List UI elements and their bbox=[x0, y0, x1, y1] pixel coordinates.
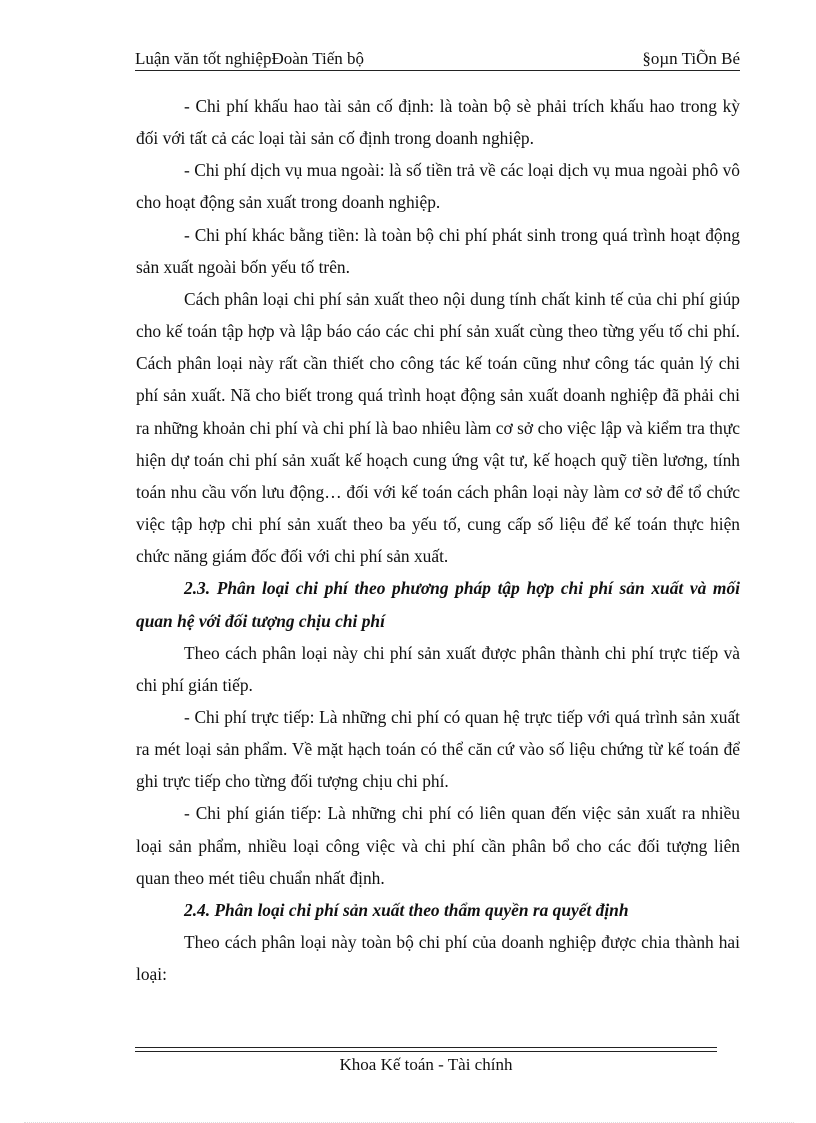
footer-rule-top bbox=[135, 1047, 717, 1048]
paragraph-direct-indirect-intro: Theo cách phân loại này chi phí sản xuất được phân thành chi phí trực tiếp và chi phí gián tiếp. bbox=[136, 642, 740, 695]
page-header bbox=[135, 48, 740, 70]
paragraph-outsourced-service-cost: - Chi phí dịch vụ mua ngoài: là số tiền trả về các loại dịch vụ mua ngoài phô vô cho hoạt động sản xuất trong doanh nghiệp. bbox=[136, 160, 740, 213]
paragraph-other-cash-cost: - Chi phí khác bằng tiền: là toàn bộ chi phí phát sinh trong quá trình hoạt động sản xuất ngoài bốn yếu tố trên. bbox=[136, 224, 740, 277]
header-right-text: §oµn TiÕn Bé bbox=[642, 49, 740, 68]
footer-rule-bottom bbox=[135, 1051, 717, 1052]
paragraph-indirect-cost: - Chi phí gián tiếp: Là những chi phí có liên quan đến việc sản xuất ra nhiều loại sản phẩm, nhiều loại công việc và chi phí cần phân bổ cho các đối tượng liên quan theo mét tiêu chuẩn nhất định. bbox=[136, 803, 740, 888]
paragraph-two-types: Theo cách phân loại này toàn bộ chi phí của doanh nghiệp được chia thành hai loại: bbox=[136, 932, 740, 985]
section-heading-2-4: 2.4. Phân loại chi phí sản xuất theo thẩm quyền ra quyết định bbox=[184, 899, 629, 920]
paragraph-depreciation-cost: - Chi phí khấu hao tài sản cố định: là toàn bộ sè phải trích khấu hao trong kỳ đối với tất cả các loại tài sản cố định trong doanh nghiệp. bbox=[136, 96, 740, 149]
page-footer: Khoa Kế toán - Tài chính bbox=[339, 1055, 513, 1074]
paragraph-direct-cost: - Chi phí trực tiếp: Là những chi phí có quan hệ trực tiếp với quá trình sản xuất ra mét loại sản phẩm. Về mặt hạch toán có thể căn cứ vào số liệu chứng từ kế toán để ghi trực tiếp cho từng đối tượng chịu chi phí. bbox=[136, 706, 740, 792]
header-rule bbox=[135, 70, 740, 71]
section-heading-2-3: 2.3. Phân loại chi phí theo phương pháp tập hợp chi phí sản xuất và mối quan hệ với đối tượng chịu chi phí bbox=[136, 578, 740, 631]
document-body bbox=[136, 90, 740, 990]
header-left-text: Luận văn tốt nghiệpĐoàn Tiến bộ bbox=[135, 49, 365, 68]
paragraph-classification-summary: Cách phân loại chi phí sản xuất theo nội dung tính chất kinh tế của chi phí giúp cho kế toán tập hợp và lập báo cáo các chi phí sản xuất cùng theo từng yếu tố chi phí. Cách phân loại này rất cần thiết cho công tác kế toán cũng như công tác quản lý chi phí sản xuất. Nã cho biết trong quá trình hoạt động sản xuất doanh nghiệp đã phải chi ra những khoản chi phí và chi phí là bao nhiêu làm cơ sở cho việc lập và kiểm tra thực hiện dự toán chi phí sản xuất kế hoạch cung ứng vật tư, kế hoạch quỹ tiền lương, tính toán nhu cầu vốn lưu động… đối với kế toán cách phân loại này làm cơ sở để tổ chức việc tập hợp chi phí sản xuất theo ba yếu tố, cung cấp số liệu để kế toán thực hiện chức năng giám đốc đối với chi phí sản xuất. bbox=[136, 288, 740, 567]
